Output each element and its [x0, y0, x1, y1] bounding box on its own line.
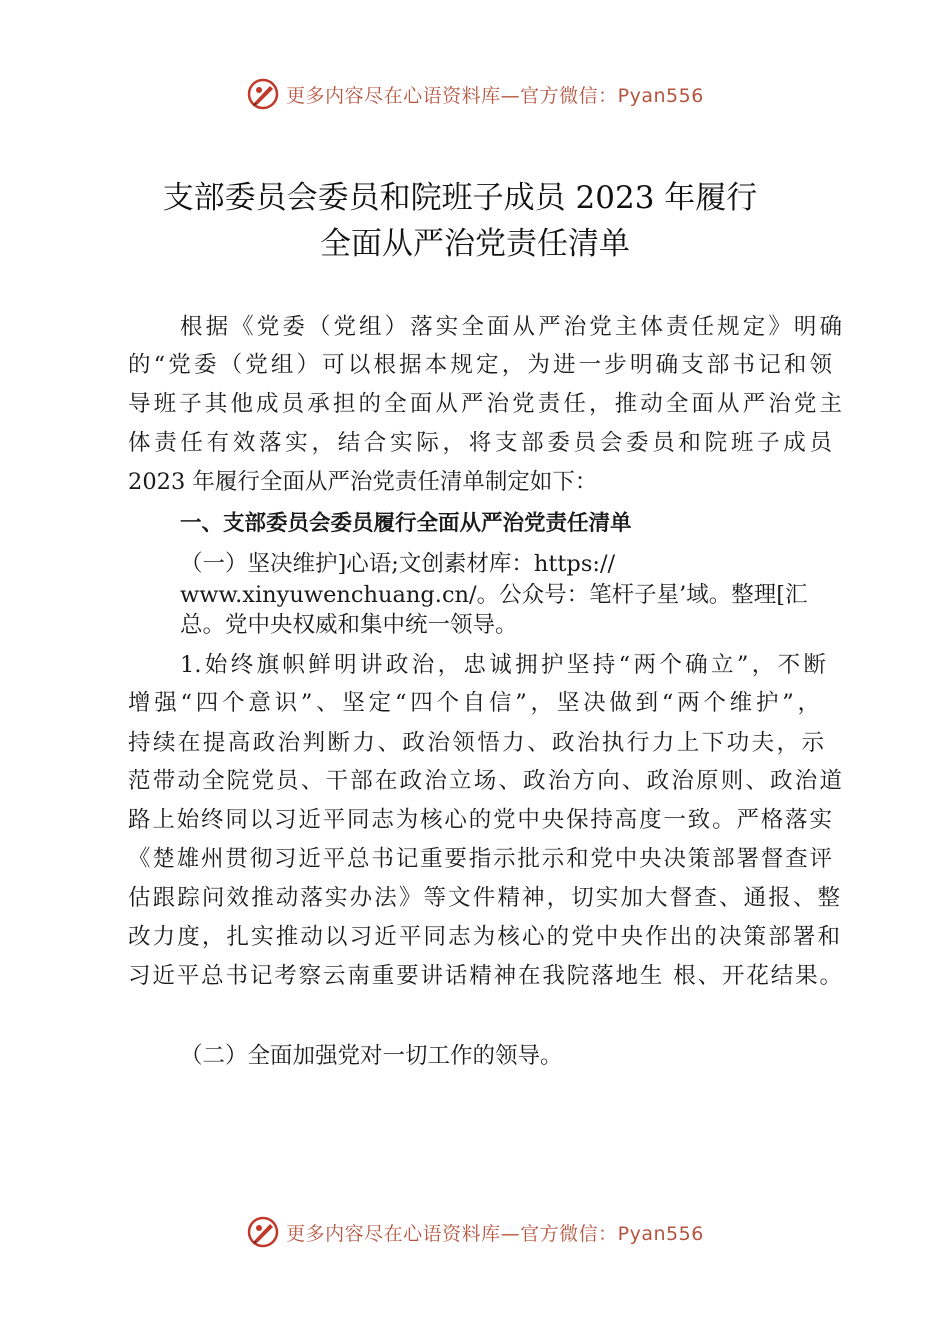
- document-title-line1: 支部委员会委员和院班子成员 2023 年履行: [162, 180, 758, 216]
- header-banner: [0, 74, 950, 114]
- footer-banner: [0, 1212, 950, 1252]
- item-line: 增强“四个意识”、坚定“四个自信”，坚决做到“两个维护”，: [128, 690, 820, 716]
- section-heading: 一、支部委员会委员履行全面从严治党责任清单: [180, 511, 632, 536]
- document-title-line2: 全面从严治党责任清单: [320, 226, 630, 262]
- pen-logo-icon: [246, 1215, 280, 1249]
- intro-line: 根据《党委（党组）落实全面从严治党主体责任规定》明确: [180, 314, 842, 340]
- intro-line: 导班子其他成员承担的全面从严治党责任，推动全面从严治党主: [128, 391, 842, 417]
- intro-line: 体责任有效落实，结合实际，将支部委员会委员和院班子成员: [128, 430, 832, 456]
- item-line: 1.始终旗帜鲜明讲政治，忠诚拥护坚持“两个确立”，不断: [180, 652, 826, 678]
- subsection-line: （二）全面加强党对一切工作的领导。: [180, 1043, 563, 1069]
- item-line: 路上始终同以习近平同志为核心的党中央保持高度一致。严格落实: [128, 807, 832, 833]
- item-line: 持续在提高政治判断力、政治领悟力、政治执行力上下功夫，示: [128, 730, 824, 756]
- subsection-line: www.xinyuwenchuang.cn/。公众号：笔杆子星’域。整理[汇: [180, 582, 808, 608]
- banner-text: 更多内容尽在心语资料库—官方微信：Pyan556: [286, 1222, 704, 1245]
- subsection-line: （一）坚决维护]心语;文创素材库：https://: [180, 551, 616, 577]
- banner-text: 更多内容尽在心语资料库—官方微信：Pyan556: [286, 84, 704, 107]
- item-line: 范带动全院党员、干部在政治立场、政治方向、政治原则、政治道: [128, 768, 842, 794]
- item-line: 估跟踪问效推动落实办法》等文件精神，切实加大督查、通报、整: [128, 885, 840, 911]
- intro-line: 2023 年履行全面从严治党责任清单制定如下：: [128, 469, 598, 495]
- item-line: 《楚雄州贯彻习近平总书记重要指示批示和党中央决策部署督查评: [128, 846, 832, 872]
- item-line: 改力度，扎实推动以习近平同志为核心的党中央作出的决策部署和: [128, 924, 840, 950]
- pen-logo-icon: [246, 77, 280, 111]
- item-line: 习近平总书记考察云南重要讲话精神在我院落地生 根、开花结果。: [128, 963, 842, 989]
- intro-line: 的“党委（党组）可以根据本规定，为进一步明确支部书记和领: [128, 352, 832, 378]
- subsection-line: 总。党中央权威和集中统一领导。: [180, 612, 518, 638]
